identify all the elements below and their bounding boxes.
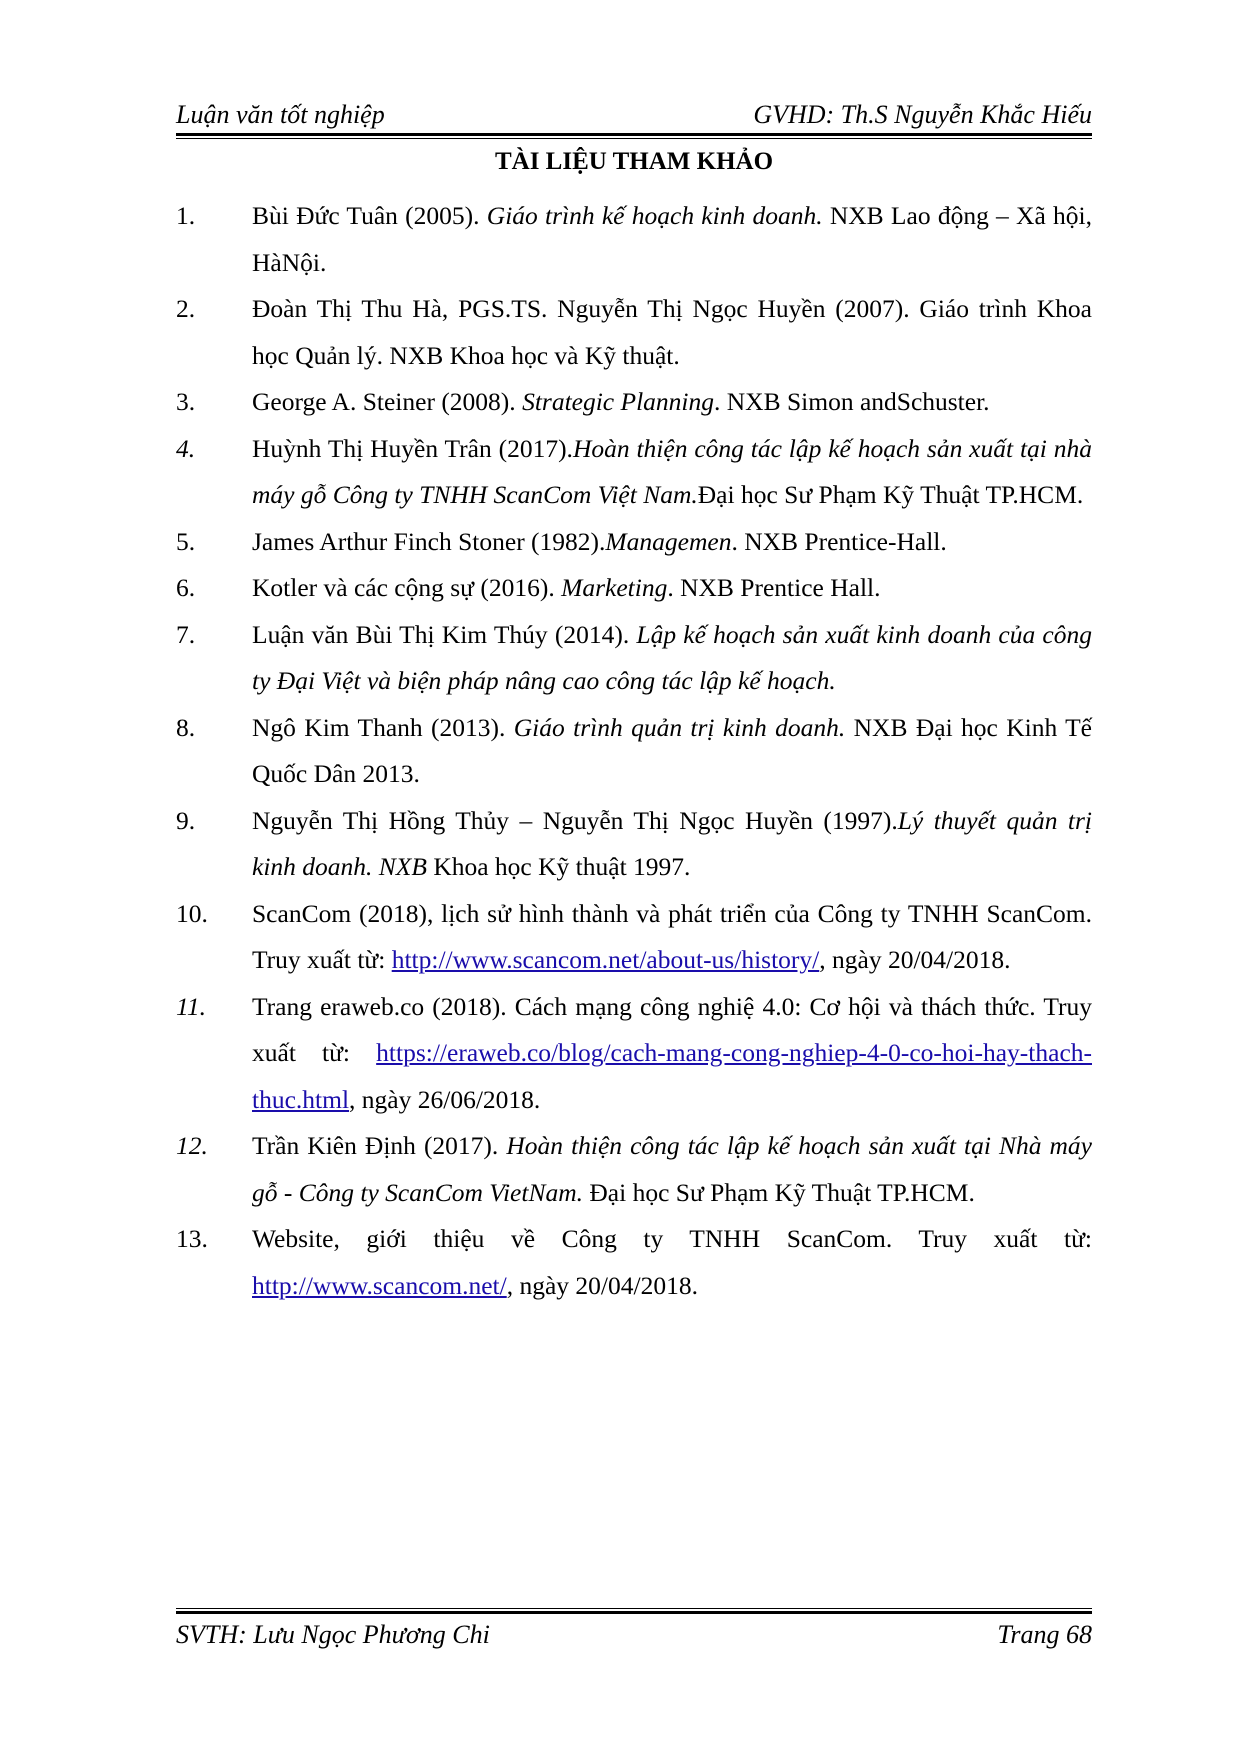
reference-number: 3.: [176, 387, 196, 416]
reference-text: [252, 193, 1092, 286]
reference-work-title: Giáo trình quản trị kinh doanh.: [513, 712, 846, 742]
reference-item: [176, 612, 1092, 705]
reference-work-title: Hoàn thiện công tác lập kế hoạch sản xuất tại nhà máy gỗ Công ty TNHH ScanCom Việt Nam.: [252, 433, 1092, 509]
reference-number: 7.: [176, 619, 196, 649]
reference-item: [176, 1123, 1092, 1216]
footer-student: SVTH: Lưu Ngọc Phương Chi: [176, 1620, 490, 1649]
reference-text: [252, 984, 1092, 1124]
reference-item: [176, 984, 1092, 1124]
reference-item: [176, 705, 1092, 798]
reference-author: Luận văn Bùi Thị Kim Thúy (2014).: [252, 619, 637, 649]
reference-author: Bùi Đức Tuân (2005).: [252, 201, 487, 230]
reference-link[interactable]: https://eraweb.co/blog/cach-mang-cong-nghiep-4-0-co-hoi-hay-thach-thuc.html: [252, 1038, 1092, 1114]
reference-publisher: Đại học Sư Phạm Kỹ Thuật TP.HCM.: [583, 1177, 975, 1207]
reference-number: 6.: [176, 573, 196, 602]
reference-author: Trang eraweb.co (2018). Cách mạng công nghiệ 4.0: Cơ hội và thách thức. Truy xuất từ:: [252, 991, 1092, 1067]
footer-rule: [176, 1611, 1092, 1614]
page-title: TÀI LIỆU THAM KHẢO: [494, 148, 774, 175]
reference-text: [252, 1216, 1092, 1309]
reference-text: [252, 565, 1092, 612]
reference-number: 13.: [176, 1224, 208, 1253]
reference-text: [252, 612, 1092, 705]
reference-text: [252, 379, 1092, 426]
reference-publisher: , ngày 20/04/2018.: [506, 1270, 698, 1300]
reference-publisher: Đại học Sư Phạm Kỹ Thuật TP.HCM.: [697, 480, 1084, 509]
reference-item: [176, 798, 1092, 891]
reference-publisher: . NXB Prentice-Hall.: [731, 526, 947, 556]
reference-publisher: , ngày 20/04/2018.: [819, 945, 1011, 974]
reference-text: [252, 519, 1092, 566]
reference-author: George A. Steiner (2008).: [252, 387, 523, 416]
reference-number: 11.: [176, 991, 206, 1021]
reference-number: 12.: [176, 1131, 208, 1160]
reference-work-title: Strategic Planning: [522, 387, 714, 416]
footer-rule-thin: [176, 1608, 1092, 1609]
reference-author: Đoàn Thị Thu Hà, PGS.TS. Nguyễn Thị Ngọc Huyền (2007). Giáo trình Khoa học Quản lý. NXB Khoa học và Kỹ thuật.: [252, 294, 1092, 370]
header-advisor: GVHD: Th.S Nguyễn Khắc Hiếu: [753, 100, 1092, 129]
reference-text: [252, 891, 1092, 984]
reference-item: [176, 193, 1092, 286]
reference-author: Nguyễn Thị Hồng Thủy – Nguyễn Thị Ngọc Huyền (1997).: [252, 805, 898, 835]
reference-work-title: Managemen: [605, 526, 732, 556]
reference-work-title: Giáo trình kế hoạch kinh doanh.: [486, 201, 823, 230]
reference-author: Huỳnh Thị Huyền Trân (2017).: [252, 433, 573, 463]
reference-link[interactable]: http://www.scancom.net/: [252, 1270, 507, 1300]
reference-item: [176, 426, 1092, 519]
reference-work-title: Lập kế hoạch sản xuất kinh doanh của công ty Đại Việt và biện pháp nâng cao công tác lập kế hoạch.: [252, 619, 1092, 695]
reference-author: ScanCom (2018), lịch sử hình thành và phát triển của Công ty TNHH ScanCom. Truy xuất từ:: [252, 898, 1092, 974]
reference-item: [176, 1216, 1092, 1309]
page-header: [176, 92, 1092, 130]
reference-item: [176, 519, 1092, 566]
reference-number: 2.: [176, 294, 196, 323]
reference-number: 4.: [176, 433, 196, 463]
reference-publisher: Khoa học Kỹ thuật 1997.: [426, 852, 691, 881]
reference-publisher: NXB Lao động – Xã hội, HàNội.: [252, 201, 1092, 277]
reference-work-title: Marketing: [561, 573, 668, 602]
reference-number: 5.: [176, 526, 196, 556]
reference-item: [176, 565, 1092, 612]
reference-text: [252, 705, 1092, 798]
reference-item: [176, 891, 1092, 984]
reference-publisher: , ngày 26/06/2018.: [349, 1084, 541, 1114]
reference-publisher: NXB Đại học Kinh Tế Quốc Dân 2013.: [252, 712, 1092, 788]
reference-author: James Arthur Finch Stoner (1982).: [252, 526, 606, 556]
reference-item: [176, 286, 1092, 379]
reference-text: [252, 1123, 1092, 1216]
reference-list: [176, 193, 1092, 1309]
reference-text: [252, 798, 1092, 891]
reference-link[interactable]: http://www.scancom.net/about-us/history/: [391, 945, 820, 974]
reference-number: 9.: [176, 805, 196, 835]
header-rule: [176, 133, 1092, 136]
reference-work-title: Lý thuyết quản trị kinh doanh. NXB: [252, 805, 1092, 881]
reference-author: Website, giới thiệu về Công ty TNHH ScanCom. Truy xuất từ:: [252, 1224, 1092, 1253]
reference-work-title: Hoàn thiện công tác lập kế hoạch sản xuất tại Nhà máy gỗ - Công ty ScanCom VietNam.: [252, 1131, 1093, 1207]
reference-number: 8.: [176, 712, 196, 742]
reference-text: [252, 286, 1092, 379]
reference-item: [176, 379, 1092, 426]
reference-author: Kotler và các cộng sự (2016).: [252, 573, 562, 602]
reference-publisher: . NXB Simon andSchuster.: [714, 387, 990, 416]
reference-author: Trần Kiên Định (2017).: [252, 1131, 507, 1160]
header-thesis-label: Luận văn tốt nghiệp: [176, 100, 385, 129]
reference-author: Ngô Kim Thanh (2013).: [252, 712, 514, 742]
reference-text: [252, 426, 1092, 519]
footer-page-number: Trang 68: [997, 1620, 1092, 1649]
reference-number: 10.: [176, 898, 208, 928]
reference-number: 1.: [176, 201, 196, 230]
reference-publisher: . NXB Prentice Hall.: [667, 573, 881, 602]
page-footer: [176, 1620, 1092, 1650]
header-rule-thin: [176, 138, 1092, 139]
